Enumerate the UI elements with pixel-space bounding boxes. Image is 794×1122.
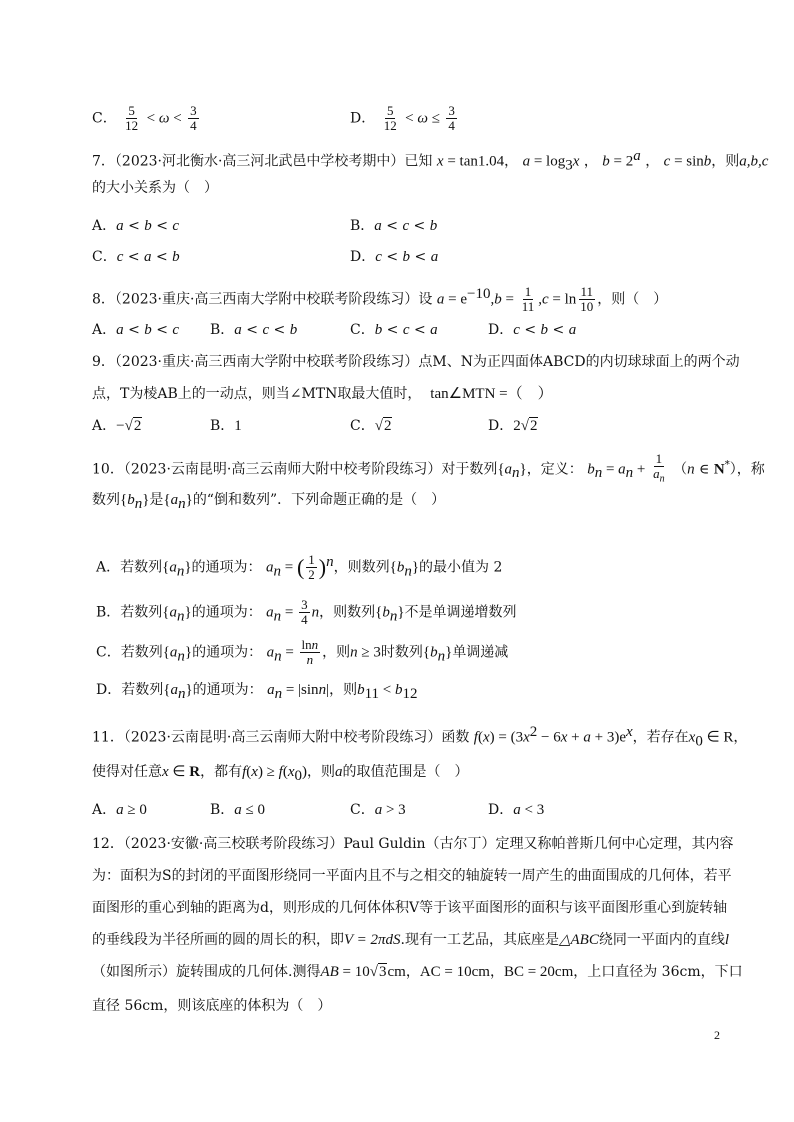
q11-stem-line2: 使得对任意x ∈ R，都有$f(x) \ge f(x_0)$，则a的取值范围是（ ） [92,764,469,784]
q7-option-d[interactable]: D．c < b < a [350,249,439,265]
q7-option-c[interactable]: C．c < a < b [92,249,180,265]
q11-option-c[interactable]: C．a > 3 [350,802,406,818]
q8-option-a[interactable]: A．a < b < c [92,322,180,338]
q11-option-b[interactable]: B．a ≤ 0 [210,802,266,818]
q9-option-d[interactable]: D．2√2 [488,418,538,434]
q7-stem: 7．（2023·河北衡水·高三河北武邑中学校考期中）已知 x = tan1.04， $a = \log_3x$ ， $b = 2^a$ ， c = sinb，则a,b,c [92,148,769,174]
q11-option-a[interactable]: A．a ≥ 0 [92,802,147,818]
q12-stem-line4: 的垂线段为半径所画的圆的周长的积，即V = 2πdS.现有一工艺品，其底座是△ABC绕同一平面内的直线l [92,932,730,948]
page-number: 2 [714,1028,720,1042]
q10-stem-line2: 数列$\{b_n\}$是$\{a_n\}$的“倒和数列”．下列命题正确的是（ ） [92,492,446,512]
q6-option-d-label: D． [350,110,376,127]
q6-option-d[interactable]: D． $\frac{5}{12}$ < ω ≤ $\frac{3}{4}$ [350,103,455,133]
q6-option-c-label: C． [92,110,117,127]
q6-option-c[interactable]: C． $\frac{5}{12}$ < ω < $\frac{3}{4}$ [92,103,197,133]
q12-stem-line6: 直径 56cm，则该底座的体积为（ ） [92,998,332,1014]
q7-option-a[interactable]: A．a < b < c [92,218,180,234]
q8-option-c[interactable]: C．b < c < a [350,322,438,338]
q11-option-d[interactable]: D．a < 3 [488,802,545,818]
q12-stem-line1: 12．（2023·安徽·高三校联考阶段练习）Paul Guldin（古尔丁）定理又称帕普斯几何中心定理，其内容 [92,836,734,852]
q8-stem: 8．（2023·重庆·高三西南大学附中校联考阶段练习）设 $a = e^{-10},b$ = $\frac{1}{11}$ ,c = ln $\frac{11}{10}$ ，则（ ） [92,284,668,315]
q9-option-c[interactable]: C．√2 [350,418,392,434]
q10-option-c[interactable]: C．若数列$\{a_n\}$的通项为： $a_n$ = $\frac{\ln n}{n}$ ，则n ≥ 3时数列$\{b_n\}$单调递减 [96,637,509,667]
q12-stem-line2: 为：面积为S的封闭的平面图形绕同一平面内且不与之相交的轴旋转一周产生的曲面围成的几何体，若平 [92,868,732,884]
q12-stem-line3: 面图形的重心到轴的距离为d，则形成的几何体体积V等于该平面图形的面积与该平面图形重心到旋转轴 [92,900,728,916]
q10-stem: 10．（2023·云南昆明·高三云南师大附中校考阶段练习）对于数列$\{a_n\}$，定义： $b_n = a_n$ + $\frac{1}{a_n}$ （n ∈ N*），称 [92,451,765,485]
q10-option-d[interactable]: D．若数列$\{a_n\}$的通项为： $a_n = |\sin n|$，则$b_{11} < b_{12}$ [96,682,418,702]
q7-stem-line2: 的大小关系为（ ） [92,180,218,196]
q9-stem-line2: 点，T为棱AB上的一动点，则当∠MTN取最大值时， tan∠MTN =（ ） [92,386,553,402]
q9-option-b[interactable]: B．1 [210,418,242,434]
q10-option-b[interactable]: B．若数列$\{a_n\}$的通项为： $a_n$ = $\frac{3}{4}$ n，则数列$\{b_n\}$不是单调递增数列 [96,597,517,627]
q8-option-d[interactable]: D．c < b < a [488,322,577,338]
q9-stem: 9．（2023·重庆·高三西南大学附中校联考阶段练习）点M、N为正四面体ABCD的内切球球面上的两个动 [92,354,740,370]
q11-stem: 11．（2023·云南昆明·高三云南师大附中校考阶段练习）函数 $f(x) = (3x^2 - 6x + a + 3)e^x$，若存在$x_0$ ∈ R， [92,724,748,750]
q9-option-a[interactable]: A．−√2 [92,418,142,434]
q8-option-b[interactable]: B．a < c < b [210,322,298,338]
q10-option-a[interactable]: A．若数列$\{a_n\}$的通项为： $a_n$ = ( $\frac{1}{2}$ )$^n$，则数列$\{b_n\}$的最小值为 2 [96,552,503,583]
q7-option-b[interactable]: B．a < c < b [350,218,438,234]
q12-stem-line5: （如图所示）旋转围成的几何体.测得AB = 10√3cm，AC = 10cm，BC = 20cm，上口直径为 36cm，下口 [92,964,743,980]
